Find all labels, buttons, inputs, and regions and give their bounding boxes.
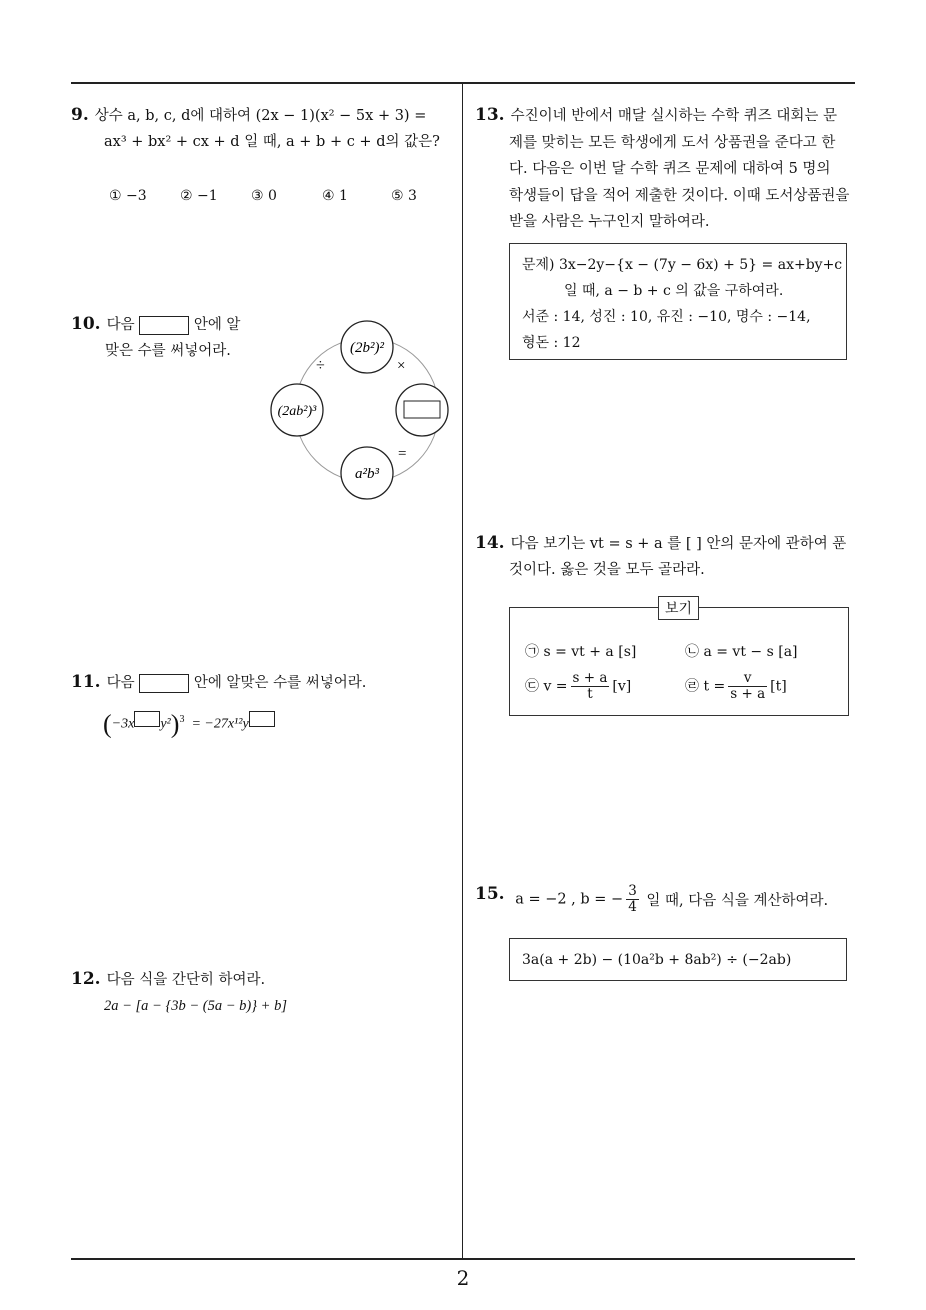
- question-text: 상수 a, b, c, d에 대하여 (2x − 1)(x² − 5x + 3) =: [94, 108, 427, 124]
- answer-blank[interactable]: [404, 401, 440, 418]
- choice-1[interactable]: ① −3: [109, 188, 147, 204]
- question-number: 11.: [71, 672, 101, 692]
- question-12: [71, 966, 459, 1019]
- question-text: 학생들이 답을 적어 제출한 것이다. 이때 도서상품권을: [509, 187, 850, 204]
- answer-blank[interactable]: [249, 711, 275, 727]
- box-text: 문제) 3x−2y−{x − (7y − 6x) + 5} = ax+by+c: [522, 257, 843, 273]
- question-15: 15. a = −2 , b = − $\frac{3}{4}$ 일 때, 다음 식을 계산하여라.: [475, 883, 829, 915]
- circle-bottom-label: a²b³: [355, 466, 379, 482]
- question-text: 안에 알맞은 수를 써넣어라.: [193, 675, 367, 691]
- choice-2[interactable]: ② −1: [180, 188, 218, 204]
- circle-left-label: (2ab²)³: [277, 404, 317, 419]
- question-9: [71, 102, 459, 155]
- question-text: 다음 식을 간단히 하여라.: [106, 972, 266, 988]
- box-expression: 3a(a + 2b) − (10a²b + 8ab²) ÷ (−2ab): [522, 952, 792, 968]
- page-number: 2: [456, 1266, 470, 1290]
- bottom-rule: [71, 1258, 855, 1260]
- question-text: 안에 알: [193, 317, 241, 333]
- question-11: [71, 669, 459, 696]
- box-text: 형돈 : 12: [522, 335, 581, 351]
- column-divider: [462, 83, 463, 1258]
- question-text: 맞은 수를 써넣어라.: [105, 343, 231, 359]
- question-text: a = −2 , b = −: [515, 891, 624, 908]
- question-text: 다음 보기는 vt = s + a 를 [ ] 안의 문자에 관하여 푼: [510, 536, 847, 552]
- answer-blank[interactable]: [139, 674, 189, 693]
- question-13: [475, 102, 865, 236]
- question-text: 받을 사람은 누구인지 말하여라.: [509, 214, 710, 230]
- question-text: 수진이네 반에서 매달 실시하는 수학 퀴즈 대회는 문: [510, 108, 837, 124]
- box-text: 서준 : 14, 성진 : 10, 유진 : −10, 명수 : −14,: [522, 309, 811, 325]
- times-operator: ×: [397, 358, 406, 374]
- question-text: ax³ + bx² + cx + d 일 때, a + b + c + d의 값은?: [104, 134, 440, 150]
- question-number: 13.: [475, 105, 505, 125]
- choice-3[interactable]: ③ 0: [251, 188, 277, 204]
- expression-box: [509, 938, 847, 981]
- question-text: 다음: [106, 675, 135, 691]
- question-number: 14.: [475, 533, 505, 553]
- equals-operator: =: [398, 446, 407, 462]
- question-11-expression: (−3x y²)$^3$ = −27x¹²y: [103, 705, 275, 740]
- choice-4[interactable]: ④ 1: [322, 188, 348, 204]
- problem-box: [509, 243, 847, 360]
- example-item-2[interactable]: ㉡ a = vt − s [a]: [685, 644, 798, 660]
- question-14: [475, 530, 865, 583]
- divide-operator: ÷: [316, 357, 325, 374]
- question-text: 일 때, 다음 식을 계산하여라.: [646, 893, 829, 909]
- question-expression: 2a − [a − {3b − (5a − b)} + b]: [104, 998, 287, 1014]
- question-number: 10.: [71, 314, 101, 334]
- example-item-1[interactable]: ㉠ s = vt + a [s]: [525, 644, 637, 660]
- example-item-3[interactable]: ㉢ v = $\frac{s + a}{t}$ [v]: [525, 670, 632, 702]
- example-box-title: 보기: [658, 596, 699, 620]
- box-text: 일 때, a − b + c 의 값을 구하여라.: [564, 283, 784, 299]
- question-text: 다음: [106, 317, 135, 333]
- circle-top-label: (2b²)²: [350, 340, 384, 356]
- answer-blank[interactable]: [134, 711, 160, 727]
- question-text: 다. 다음은 이번 달 수학 퀴즈 문제에 대하여 5 명의: [509, 161, 831, 177]
- example-item-4[interactable]: ㉣ t = $\frac{v}{s + a}$ [t]: [685, 670, 787, 702]
- question-number: 15.: [475, 884, 505, 904]
- question-number: 9.: [71, 105, 89, 125]
- circle-diagram: [255, 315, 465, 500]
- choice-5[interactable]: ⑤ 3: [391, 188, 417, 204]
- question-text: 것이다. 옳은 것을 모두 골라라.: [509, 562, 705, 578]
- question-number: 12.: [71, 969, 101, 989]
- answer-blank[interactable]: [139, 316, 189, 335]
- question-text: 제를 맞히는 모든 학생에게 도서 상품권을 준다고 한: [509, 134, 836, 151]
